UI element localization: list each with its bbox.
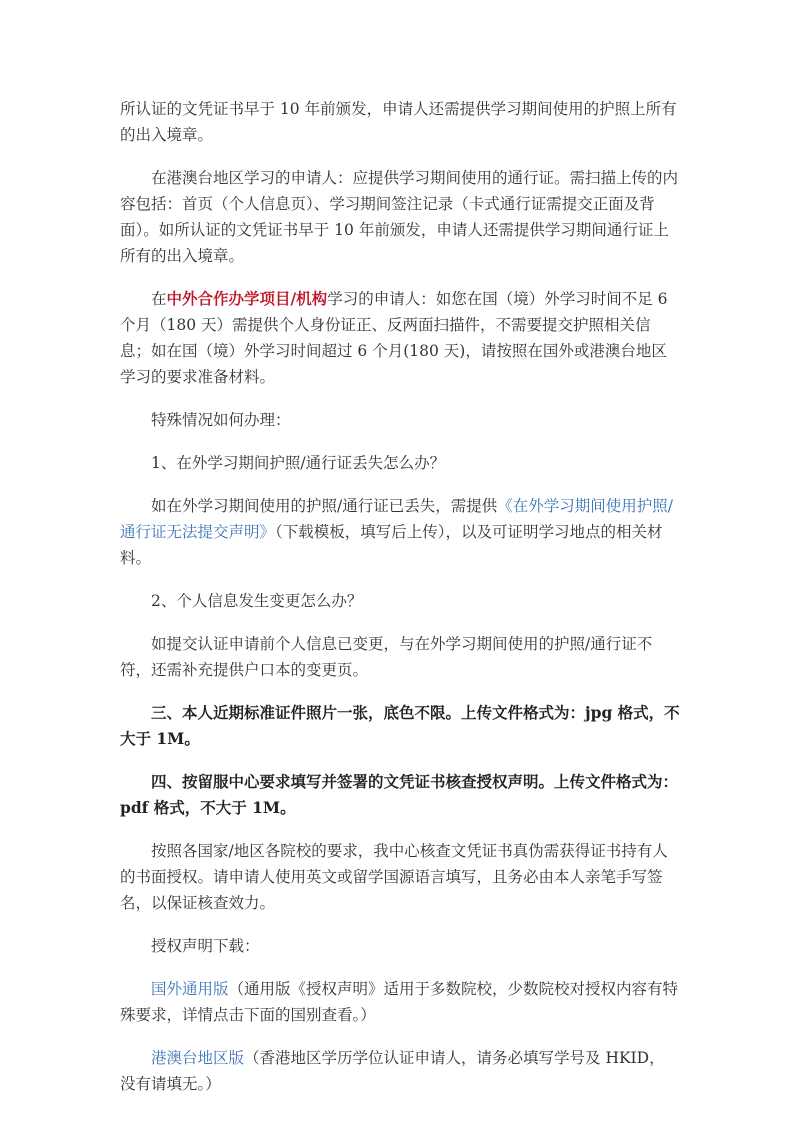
section-three-photo: 三、本人近期标准证件照片一张，底色不限。上传文件格式为：jpg 格式，不大于 1M。 <box>120 703 680 748</box>
paragraph-general-version <box>120 976 680 1028</box>
paragraph-hk-macao-taiwan: 在港澳台地区学习的申请人：应提供学习期间使用的通行证。需扫描上传的内容包括：首页（个人信息页）、学习期间签注记录（卡式通行证需提交正面及背面）。如所认证的文凭证书早于 10 年前颁发，申请人还需提供学习期间通行证上所有的出入境章。 <box>120 169 679 265</box>
paragraph-lost-passport-pre: 如在外学习期间使用的护照/通行证已丢失，需提供 <box>151 497 498 515</box>
paragraph-sino-foreign-pre: 在 <box>151 290 167 308</box>
general-version-link[interactable]: 国外通用版 <box>151 980 229 998</box>
paragraph-sino-foreign <box>120 286 680 390</box>
paragraph-hmt-version <box>120 1045 680 1097</box>
paragraph-info-change: 如提交认证申请前个人信息已变更，与在外学习期间使用的护照/通行证不符，还需补充提供户口本的变更页。 <box>120 635 653 679</box>
question-info-change: 2、个人信息发生变更怎么办？ <box>151 592 363 610</box>
hmt-version-note: （香港地区学历学位认证申请人，请务必填写学号及 HKID，没有请填无。） <box>120 1049 665 1093</box>
section-four-authorization: 四、按留服中心要求填写并签署的文凭证书核查授权声明。上传文件格式为：pdf 格式，不大于 1M。 <box>120 772 679 817</box>
paragraph-lost-passport <box>120 493 680 571</box>
paragraph-sino-foreign-post: 学习的申请人：如您在国（境）外学习时间不足 6 个月（180 天）需提供个人身份证正、反两面扫描件，不需要提交护照相关信息；如在国（境）外学习时间超过 6 个月(180 天)，请按照在国外或港澳台地区学习的要求准备材料。 <box>120 290 668 386</box>
lost-passport-declaration-link[interactable]: 《在外学习期间使用护照/通行证无法提交声明》 <box>120 497 673 541</box>
question-lost-passport: 1、在外学习期间护照/通行证丢失怎么办？ <box>151 454 446 472</box>
paragraph-passport-stamps: 所认证的文凭证书早于 10 年前颁发，申请人还需提供学习期间使用的护照上所有的出入境章。 <box>120 100 677 144</box>
document-body <box>120 96 680 1114</box>
sino-foreign-program-highlight: 中外合作办学项目/机构 <box>166 289 328 308</box>
paragraph-authorization-explain: 按照各国家/地区各院校的要求，我中心核查文凭证书真伪需获得证书持有人的书面授权。请申请人使用英文或留学国源语言填写，且务必由本人亲笔手写签名，以保证核查效力。 <box>120 842 668 912</box>
authorization-download-heading: 授权声明下载： <box>151 937 260 955</box>
hmt-version-link[interactable]: 港澳台地区版 <box>151 1049 245 1067</box>
general-version-note: （通用版《授权声明》适用于多数院校，少数院校对授权内容有特殊要求，详情点击下面的国别查看。） <box>120 980 679 1024</box>
special-cases-heading: 特殊情况如何办理： <box>151 411 291 429</box>
paragraph-lost-passport-post: （下载模板，填写后上传），以及可证明学习地点的相关材料。 <box>120 523 663 567</box>
